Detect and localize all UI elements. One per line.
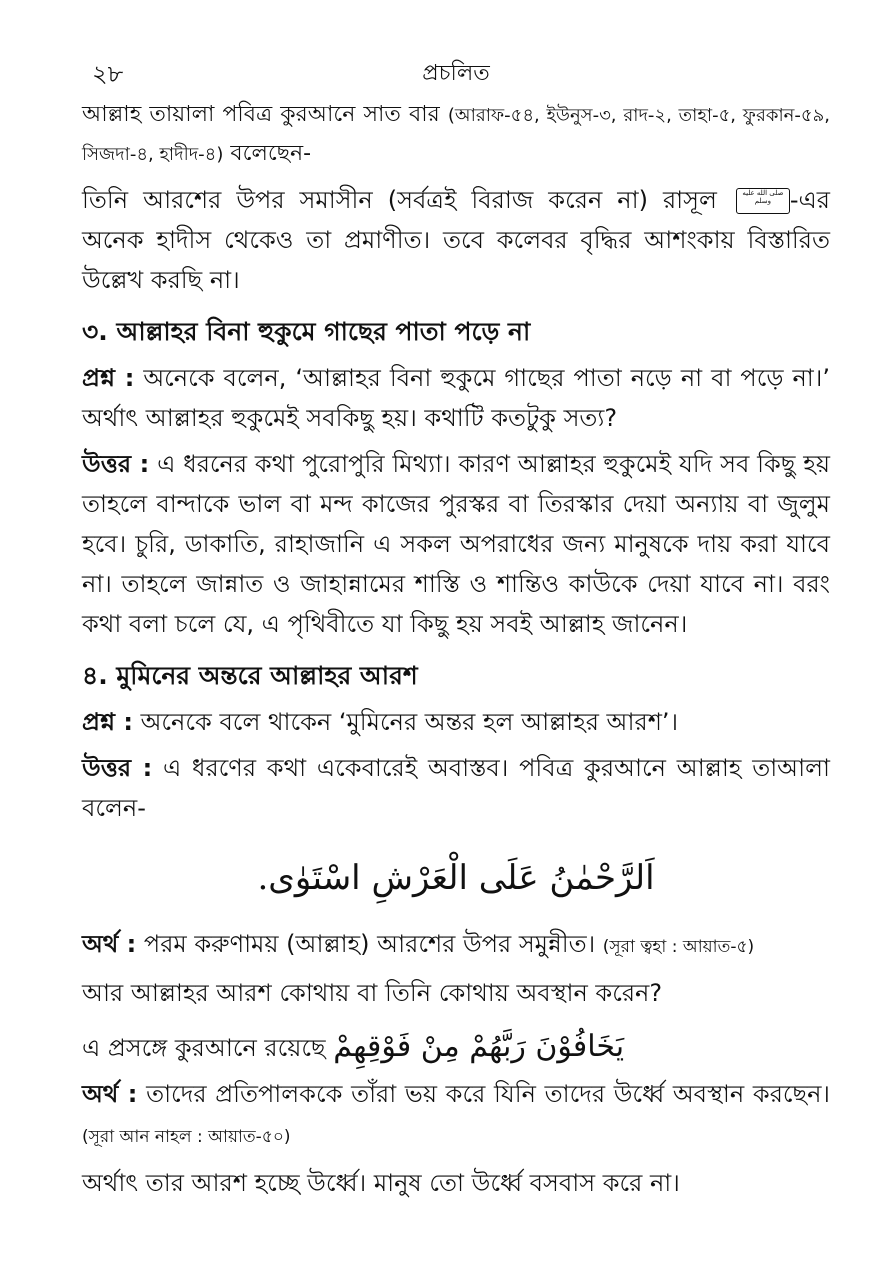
question-label: প্রশ্ন : xyxy=(82,364,135,392)
question-text: অনেকে বলেন, ‘আল্লাহর বিনা হুকুমে গাছের পাতা নড়ে না বা পড়ে না।’ অর্থাৎ আল্লাহর হুকুমেই সবকিছু হয়। কথাটি কতটুকু সত্য? xyxy=(82,364,830,432)
meaning-text: তাদের প্রতিপালককে তাঁরা ভয় করে যিনি তাদের উর্ধ্বে অবস্থান করছেন। xyxy=(146,1080,831,1108)
intro-refs: (আরাফ-৫৪, ইউনুস-৩, রাদ-২, তাহা-৫, ফুরকান-৫৯, সিজদা-৪, হাদীদ-৪) xyxy=(82,105,831,165)
arabic-verse: اَلرَّحْمٰنُ عَلَى الْعَرْشِ اسْتَوٰى. xyxy=(257,858,655,898)
context-text: এ প্রসঙ্গে কুরআনে রয়েছে xyxy=(82,1034,326,1062)
meaning-reference: (সূরা ত্বহা : আয়াত-৫) xyxy=(602,937,755,957)
section-3-answer xyxy=(82,444,830,644)
answer-label: উত্তর : xyxy=(82,450,150,478)
section-4-question xyxy=(82,702,830,742)
arabic-inline-verse: يَخَافُوْنَ رَبَّهُمْ مِنْ فَوْقِهِمْ xyxy=(333,1029,625,1064)
question-text: অনেকে বলে থাকেন ‘মুমিনের অন্তর হল আল্লাহর আরশ’। xyxy=(140,708,679,736)
answer-label: উত্তর : xyxy=(82,754,153,782)
conclusion: অর্থাৎ তার আরশ হচ্ছে উর্ধ্বে। মানুষ তো উর্ধ্বে বসবাস করে না। xyxy=(82,1169,680,1197)
paragraph-rasul xyxy=(82,180,830,300)
answer-text: এ ধরনের কথা পুরোপুরি মিথ্যা। কারণ আল্লাহর হুকুমেই যদি সব কিছু হয় তাহলে বান্দাকে ভাল বা মন্দ কাজের পুরস্কর বা তিরস্কার দেয়া অন্যায় বা জুলুম হবে। চুরি, ডাকাতি, রাহাজানি এ সকল অপরাধের জন্য মানুষকে দায় করা যাবে না। তাহলে জান্নাত ও জাহান্নামের শাস্তি ও শান্তিও কাউকে দেয়া যাবে না। বরং কথা বলা চলে যে, এ পৃথিবীতে যা কিছু হয় সবই আল্লাহ জানেন। xyxy=(82,450,830,638)
verse-meaning xyxy=(82,924,830,967)
intro-text: আল্লাহ তায়ালা পবিত্র কুরআনে সাত বার xyxy=(82,102,440,127)
meaning-reference: (সূরা আন নাহল : আয়াত-৫০) xyxy=(82,1127,291,1147)
section-4-answer xyxy=(82,748,830,828)
section-3-heading: ৩. আল্লাহর বিনা হুকুমে গাছের পাতা পড়ে না xyxy=(82,317,531,346)
followup-question: আর আল্লাহর আরশ কোথায় বা তিনি কোথায় অবস্থান করেন? xyxy=(82,979,663,1007)
running-title: প্রচলিত xyxy=(422,61,490,86)
salla-badge-icon: صلى الله عليه وسلم xyxy=(736,188,790,214)
meaning-label: অর্থ : xyxy=(82,930,137,958)
meaning-label: অর্থ : xyxy=(82,1080,138,1108)
verse-meaning-2 xyxy=(82,1074,830,1157)
page-header xyxy=(82,56,830,96)
para1-text-b: -এর অনেক হাদীস থেকেও তা প্রমাণীত। তবে কলেবর বৃদ্ধির আশংকায় বিস্তারিত উল্লেখ করছি না। xyxy=(82,186,830,294)
question-label: প্রশ্ন : xyxy=(82,708,133,736)
para1-text-a: তিনি আরশের উপর সমাসীন (সর্বত্রই বিরাজ করেন না) রাসূল xyxy=(82,186,717,214)
meaning-text: পরম করুণাময় (আল্লাহ) আরশের উপর সমুন্নীত। xyxy=(143,930,596,958)
section-3-question xyxy=(82,358,830,438)
intro-paragraph xyxy=(82,96,830,174)
section-4-heading: ৪. মুমিনের অন্তরে আল্লাহর আরশ xyxy=(82,661,418,690)
answer-text: এ ধরণের কথা একেবারেই অবাস্তব। পবিত্র কুরআনে আল্লাহ তাআলা বলেন- xyxy=(82,754,830,822)
page-number: ২৮ xyxy=(92,60,124,88)
context-line xyxy=(82,1027,830,1068)
intro-tail: বলেছেন- xyxy=(230,141,312,166)
